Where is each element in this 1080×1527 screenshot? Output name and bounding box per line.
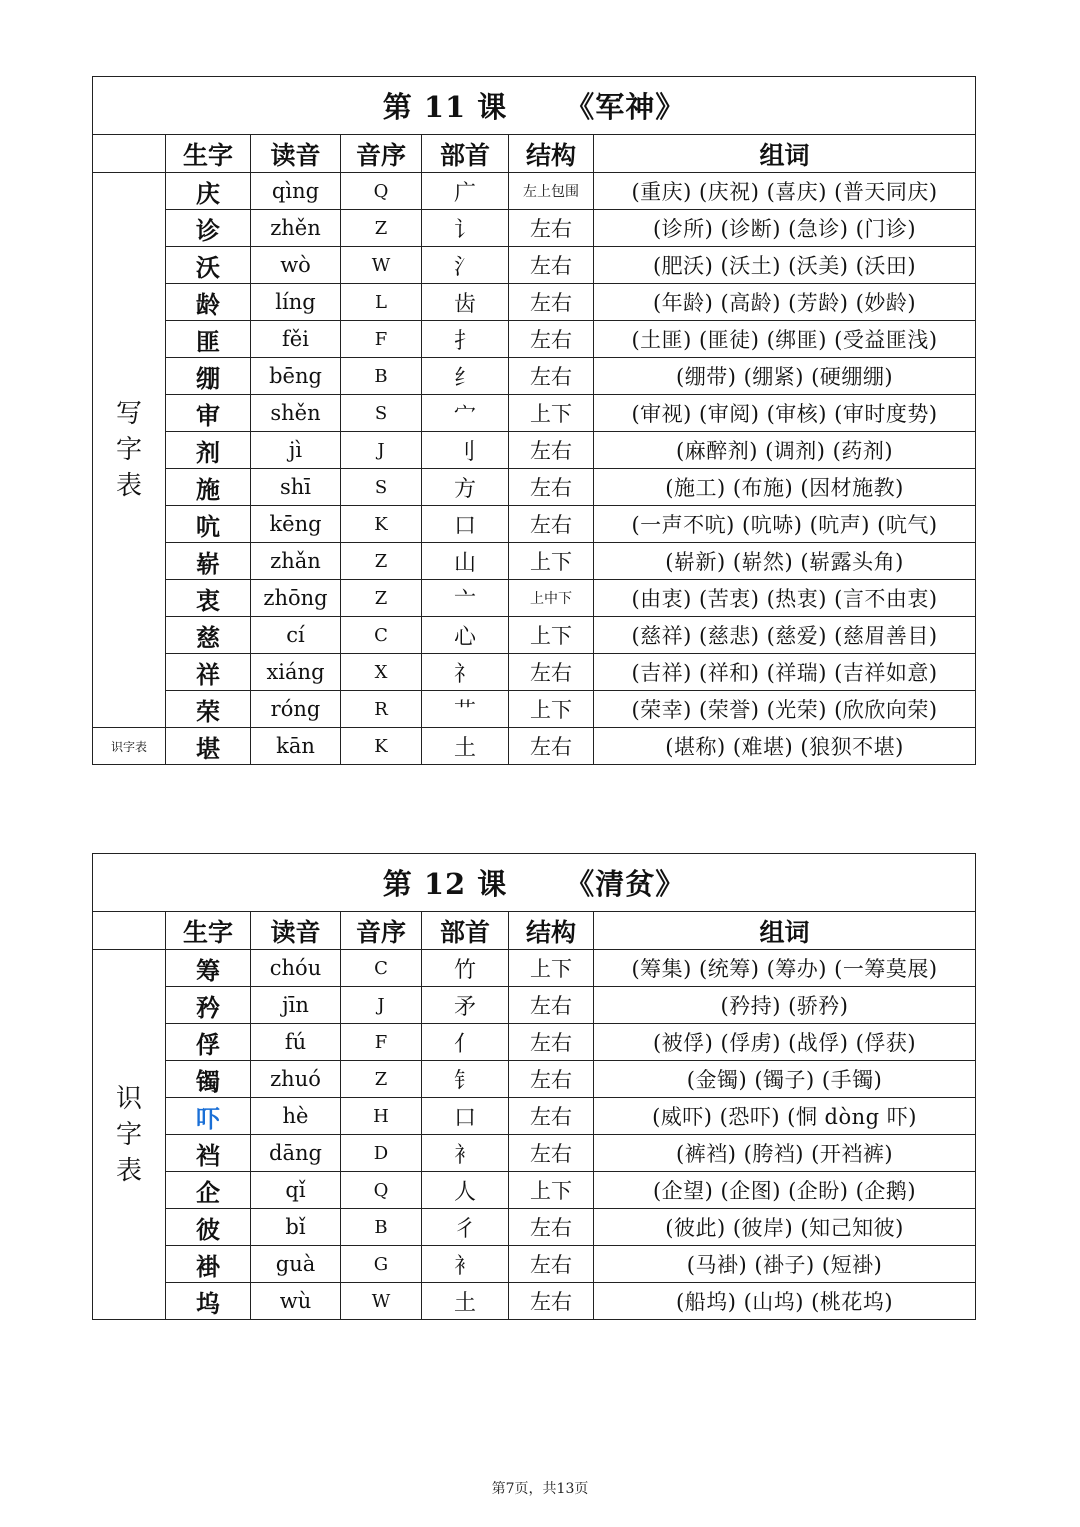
table-row	[93, 321, 976, 358]
char-cell: 吓	[166, 1098, 251, 1135]
structure-cell: 上下	[509, 543, 594, 580]
char-cell: 筹	[166, 950, 251, 987]
order-cell: K	[341, 728, 422, 765]
words-cell: (崭新) (崭然) (崭露头角)	[594, 543, 976, 580]
words-cell: (年龄) (高龄) (芳龄) (妙龄)	[594, 284, 976, 321]
lesson-12-table	[92, 853, 976, 1320]
words-cell: (麻醉剂) (调剂) (药剂)	[594, 432, 976, 469]
header-structure: 结构	[509, 912, 594, 950]
pinyin-cell: shěn	[251, 395, 341, 432]
table-row	[93, 1135, 976, 1172]
order-cell: W	[341, 247, 422, 284]
pinyin-cell: róng	[251, 691, 341, 728]
table-row	[93, 247, 976, 284]
table-row	[93, 469, 976, 506]
pinyin-cell: qǐ	[251, 1172, 341, 1209]
pinyin-cell: guà	[251, 1246, 341, 1283]
order-cell: J	[341, 987, 422, 1024]
order-cell: S	[341, 395, 422, 432]
order-cell: Q	[341, 1172, 422, 1209]
table-row	[93, 617, 976, 654]
char-cell: 审	[166, 395, 251, 432]
table-row	[93, 1061, 976, 1098]
char-cell: 沃	[166, 247, 251, 284]
structure-cell: 上下	[509, 395, 594, 432]
table-row	[93, 358, 976, 395]
page-footer: 第7页，共13页	[491, 1481, 589, 1497]
structure-cell: 左右	[509, 284, 594, 321]
pinyin-cell: fú	[251, 1024, 341, 1061]
words-cell: (堪称) (难堪) (狼狈不堪)	[594, 728, 976, 765]
radical-cell: 人	[422, 1172, 509, 1209]
header-pinyin: 读音	[251, 135, 341, 173]
radical-cell: 广	[422, 173, 509, 210]
order-cell: W	[341, 1283, 422, 1320]
table-row	[93, 543, 976, 580]
structure-cell: 左右	[509, 987, 594, 1024]
structure-cell: 左上包围	[509, 173, 594, 210]
words-cell: (企望) (企图) (企盼) (企鹅)	[594, 1172, 976, 1209]
radical-cell: 土	[422, 1283, 509, 1320]
words-cell: (荣幸) (荣誉) (光荣) (欣欣向荣)	[594, 691, 976, 728]
pinyin-cell: kān	[251, 728, 341, 765]
order-cell: J	[341, 432, 422, 469]
char-cell: 庆	[166, 173, 251, 210]
radical-cell: 讠	[422, 210, 509, 247]
section-read-label	[93, 950, 166, 1320]
header-blank	[93, 135, 166, 173]
char-cell: 坞	[166, 1283, 251, 1320]
words-cell: (被俘) (俘虏) (战俘) (俘获)	[594, 1024, 976, 1061]
order-cell: Z	[341, 580, 422, 617]
structure-cell: 左右	[509, 1209, 594, 1246]
pinyin-cell: shī	[251, 469, 341, 506]
order-cell: Z	[341, 1061, 422, 1098]
structure-cell: 左右	[509, 358, 594, 395]
radical-cell: 方	[422, 469, 509, 506]
char-cell: 镯	[166, 1061, 251, 1098]
words-cell: (马褂) (褂子) (短褂)	[594, 1246, 976, 1283]
structure-cell: 左右	[509, 728, 594, 765]
structure-cell: 左右	[509, 506, 594, 543]
table-row	[93, 1172, 976, 1209]
char-cell: 俘	[166, 1024, 251, 1061]
char-cell: 慈	[166, 617, 251, 654]
table-row	[93, 580, 976, 617]
header-words: 组词	[594, 135, 976, 173]
char-cell: 剂	[166, 432, 251, 469]
pinyin-cell: jì	[251, 432, 341, 469]
words-cell: (土匪) (匪徒) (绑匪) (受益匪浅)	[594, 321, 976, 358]
header-order: 音序	[341, 912, 422, 950]
char-cell: 绷	[166, 358, 251, 395]
table-row	[93, 284, 976, 321]
radical-cell: 口	[422, 1098, 509, 1135]
order-cell: R	[341, 691, 422, 728]
char-cell: 矜	[166, 987, 251, 1024]
lesson-12-title	[93, 854, 976, 912]
order-cell: D	[341, 1135, 422, 1172]
header-char: 生字	[166, 135, 251, 173]
radical-cell: 艹	[422, 691, 509, 728]
table-row	[93, 987, 976, 1024]
structure-cell: 左右	[509, 1098, 594, 1135]
structure-cell: 上中下	[509, 580, 594, 617]
pinyin-cell: bēng	[251, 358, 341, 395]
structure-cell: 左右	[509, 654, 594, 691]
words-cell: (由衷) (苦衷) (热衷) (言不由衷)	[594, 580, 976, 617]
char-cell: 崭	[166, 543, 251, 580]
radical-cell: 氵	[422, 247, 509, 284]
radical-cell: 亠	[422, 580, 509, 617]
char-cell: 褂	[166, 1246, 251, 1283]
table-row	[93, 432, 976, 469]
pinyin-cell: qìng	[251, 173, 341, 210]
radical-cell: 钅	[422, 1061, 509, 1098]
structure-cell: 上下	[509, 691, 594, 728]
table-row	[93, 395, 976, 432]
char-cell: 堪	[166, 728, 251, 765]
words-cell: (重庆) (庆祝) (喜庆) (普天同庆)	[594, 173, 976, 210]
order-cell: G	[341, 1246, 422, 1283]
pinyin-cell: wò	[251, 247, 341, 284]
table-row	[93, 1024, 976, 1061]
section-write-label	[93, 173, 166, 728]
words-cell: (船坞) (山坞) (桃花坞)	[594, 1283, 976, 1320]
pinyin-cell: zhěn	[251, 210, 341, 247]
radical-cell: 口	[422, 506, 509, 543]
words-cell: (一声不吭) (吭哧) (吭声) (吭气)	[594, 506, 976, 543]
radical-cell: 矛	[422, 987, 509, 1024]
header-char: 生字	[166, 912, 251, 950]
header-words: 组词	[594, 912, 976, 950]
char-cell: 诊	[166, 210, 251, 247]
words-cell: (金镯) (镯子) (手镯)	[594, 1061, 976, 1098]
words-cell: (慈祥) (慈悲) (慈爱) (慈眉善目)	[594, 617, 976, 654]
lesson-11-name: 《军神》	[565, 90, 686, 124]
radical-cell: 彳	[422, 1209, 509, 1246]
lesson-12-name: 《清贫》	[565, 867, 686, 901]
table-row	[93, 1098, 976, 1135]
table-row	[93, 210, 976, 247]
header-radical: 部首	[422, 912, 509, 950]
pinyin-cell: fěi	[251, 321, 341, 358]
char-cell: 匪	[166, 321, 251, 358]
structure-cell: 上下	[509, 1172, 594, 1209]
pinyin-cell: chóu	[251, 950, 341, 987]
char-cell: 龄	[166, 284, 251, 321]
structure-cell: 上下	[509, 617, 594, 654]
section-read-label-label: 识字表	[115, 1083, 142, 1186]
pinyin-cell: líng	[251, 284, 341, 321]
order-cell: B	[341, 1209, 422, 1246]
table-row	[93, 950, 976, 987]
order-cell: Z	[341, 210, 422, 247]
words-cell: (筹集) (统筹) (筹办) (一筹莫展)	[594, 950, 976, 987]
order-cell: Q	[341, 173, 422, 210]
section-read-label: 识字表	[93, 728, 166, 765]
order-cell: X	[341, 654, 422, 691]
radical-cell: 齿	[422, 284, 509, 321]
radical-cell: 刂	[422, 432, 509, 469]
lesson-12-header-row	[93, 912, 976, 950]
radical-cell: 土	[422, 728, 509, 765]
words-cell: (矜持) (骄矜)	[594, 987, 976, 1024]
char-cell: 企	[166, 1172, 251, 1209]
pinyin-cell: bǐ	[251, 1209, 341, 1246]
structure-cell: 左右	[509, 321, 594, 358]
pinyin-cell: zhōng	[251, 580, 341, 617]
lesson-11-header-row	[93, 135, 976, 173]
order-cell: S	[341, 469, 422, 506]
section-write-label-label: 写字表	[115, 399, 142, 501]
radical-cell: 衤	[422, 1135, 509, 1172]
table-row	[93, 1283, 976, 1320]
radical-cell: 纟	[422, 358, 509, 395]
table-row	[93, 173, 976, 210]
radical-cell: 心	[422, 617, 509, 654]
header-order: 音序	[341, 135, 422, 173]
order-cell: C	[341, 617, 422, 654]
words-cell: (施工) (布施) (因材施教)	[594, 469, 976, 506]
structure-cell: 左右	[509, 1283, 594, 1320]
pinyin-cell: hè	[251, 1098, 341, 1135]
char-cell: 施	[166, 469, 251, 506]
char-cell: 裆	[166, 1135, 251, 1172]
structure-cell: 左右	[509, 469, 594, 506]
words-cell: (绷带) (绷紧) (硬绷绷)	[594, 358, 976, 395]
lesson-11-number: 第 11 课	[382, 90, 508, 124]
structure-cell: 左右	[509, 1135, 594, 1172]
structure-cell: 左右	[509, 432, 594, 469]
table-row	[93, 691, 976, 728]
table-row	[93, 506, 976, 543]
structure-cell: 左右	[509, 247, 594, 284]
char-cell: 祥	[166, 654, 251, 691]
table-row	[93, 654, 976, 691]
pinyin-cell: wù	[251, 1283, 341, 1320]
structure-cell: 左右	[509, 1246, 594, 1283]
pinyin-cell: zhuó	[251, 1061, 341, 1098]
structure-cell: 左右	[509, 210, 594, 247]
pinyin-cell: xiáng	[251, 654, 341, 691]
order-cell: Z	[341, 543, 422, 580]
structure-cell: 上下	[509, 950, 594, 987]
order-cell: F	[341, 321, 422, 358]
order-cell: C	[341, 950, 422, 987]
order-cell: K	[341, 506, 422, 543]
table-row	[93, 1246, 976, 1283]
radical-cell: 扌	[422, 321, 509, 358]
table-row	[93, 1209, 976, 1246]
order-cell: H	[341, 1098, 422, 1135]
pinyin-cell: kēng	[251, 506, 341, 543]
words-cell: (裤裆) (胯裆) (开裆裤)	[594, 1135, 976, 1172]
char-cell: 彼	[166, 1209, 251, 1246]
order-cell: F	[341, 1024, 422, 1061]
pinyin-cell: cí	[251, 617, 341, 654]
lesson-11-table	[92, 76, 976, 765]
pinyin-cell: zhǎn	[251, 543, 341, 580]
lesson-12-number: 第 12 课	[382, 867, 508, 901]
table-row	[93, 728, 976, 765]
radical-cell: 宀	[422, 395, 509, 432]
words-cell: (吉祥) (祥和) (祥瑞) (吉祥如意)	[594, 654, 976, 691]
radical-cell: 山	[422, 543, 509, 580]
radical-cell: 竹	[422, 950, 509, 987]
char-cell: 吭	[166, 506, 251, 543]
header-radical: 部首	[422, 135, 509, 173]
structure-cell: 左右	[509, 1024, 594, 1061]
order-cell: L	[341, 284, 422, 321]
header-blank	[93, 912, 166, 950]
radical-cell: 亻	[422, 1024, 509, 1061]
pinyin-cell: dāng	[251, 1135, 341, 1172]
pinyin-cell: jīn	[251, 987, 341, 1024]
words-cell: (诊所) (诊断) (急诊) (门诊)	[594, 210, 976, 247]
order-cell: B	[341, 358, 422, 395]
char-cell: 荣	[166, 691, 251, 728]
lesson-11-title	[93, 77, 976, 135]
radical-cell: 礻	[422, 654, 509, 691]
radical-cell: 衤	[422, 1246, 509, 1283]
words-cell: (肥沃) (沃土) (沃美) (沃田)	[594, 247, 976, 284]
structure-cell: 左右	[509, 1061, 594, 1098]
words-cell: (彼此) (彼岸) (知己知彼)	[594, 1209, 976, 1246]
words-cell: (威吓) (恐吓) (恫 dòng 吓)	[594, 1098, 976, 1135]
char-cell: 衷	[166, 580, 251, 617]
header-pinyin: 读音	[251, 912, 341, 950]
header-structure: 结构	[509, 135, 594, 173]
words-cell: (审视) (审阅) (审核) (审时度势)	[594, 395, 976, 432]
